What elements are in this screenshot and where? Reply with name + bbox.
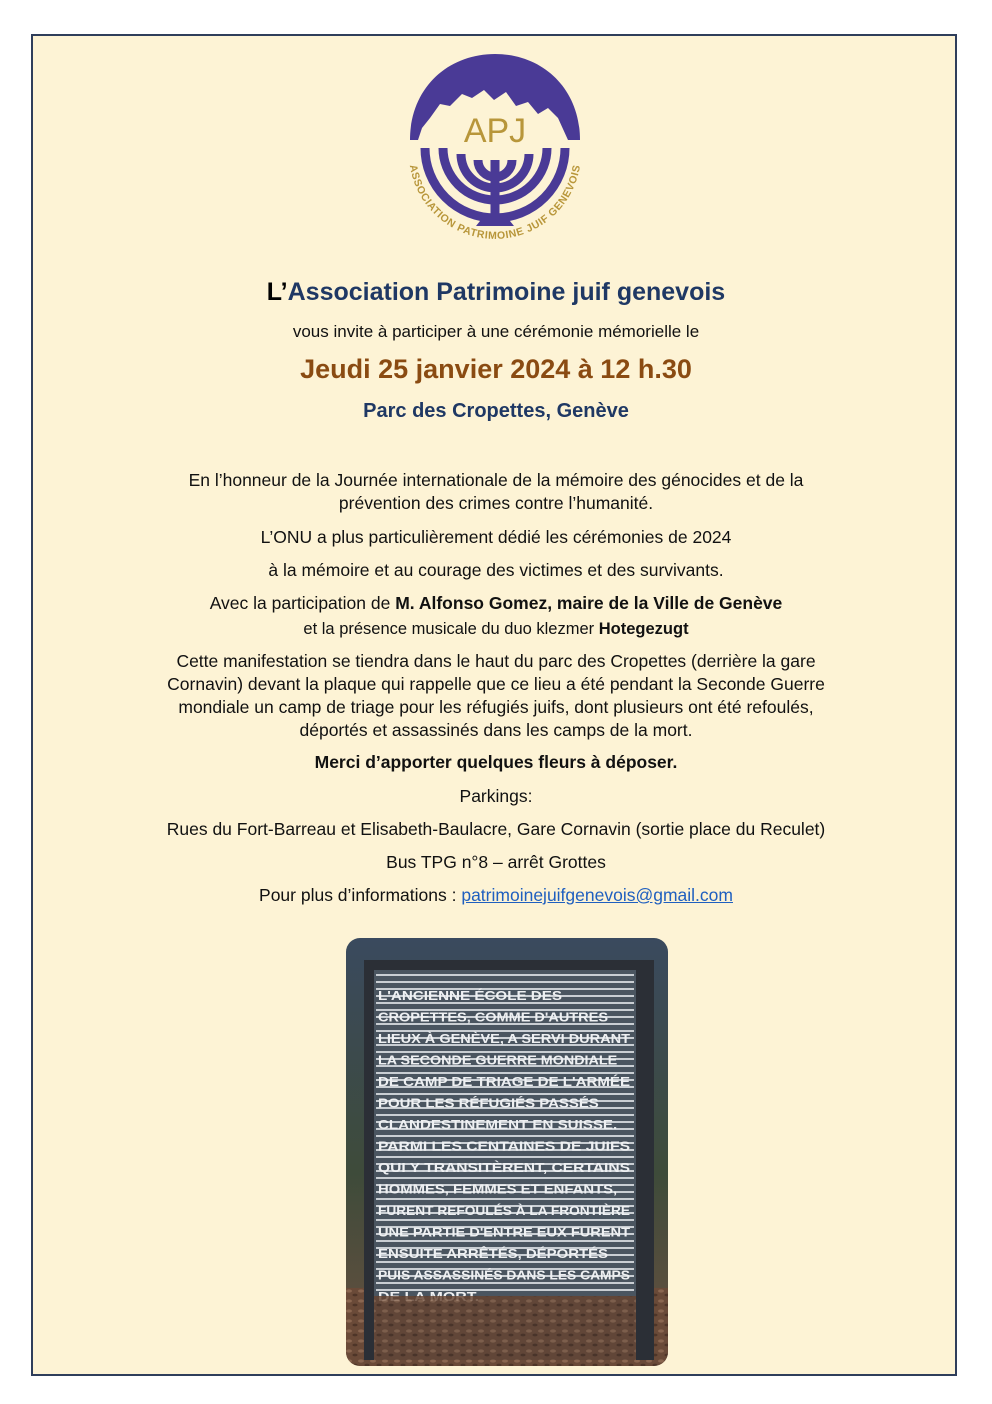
honour-line-2: prévention des crimes contre l’humanité.: [338, 493, 654, 513]
music-duo-name: Hotegezugt: [598, 620, 689, 638]
apj-logo: [388, 48, 602, 262]
plaque-line: HOMMES, FEMMES ET ENFANTS,: [378, 1181, 618, 1197]
plaque-bar: [376, 1177, 634, 1179]
plaque-line: LIEUX À GENÈVE, A SERVI DURANT: [378, 1031, 631, 1046]
participation-line: [0, 592, 992, 615]
page-title: [0, 278, 992, 307]
plaque-illustration: [346, 938, 668, 1366]
plaque-line: QUI Y TRANSITÈRENT, CERTAINS: [378, 1160, 631, 1175]
plaque-bar: [376, 1219, 634, 1221]
plaque-line: UNE PARTIE D'ENTRE EUX FURENT: [378, 1224, 631, 1240]
plaque-line: DE CAMP DE TRIAGE DE L'ARMÉE: [378, 1074, 631, 1089]
manif-line-4: déportés et assassinés dans les camps de la mort.: [299, 720, 693, 740]
plaque-bar: [376, 1198, 634, 1200]
honour-line-1: En l’honneur de la Journée internationale de la mémoire des génocides et de la: [188, 470, 804, 490]
parkings-detail: Rues du Fort-Barreau et Elisabeth-Baulacre, Gare Cornavin (sortie place du Reculet): [166, 819, 826, 839]
plaque-bar: [376, 1240, 634, 1242]
bus-info: Bus TPG n°8 – arrêt Grottes: [386, 852, 606, 872]
plaque-text: [378, 988, 630, 1304]
honour-paragraph: [0, 469, 992, 515]
plaque-bar: [376, 974, 634, 976]
plaque-bar: [376, 1156, 634, 1158]
plaque-line: POUR LES RÉFUGIÉS PASSÉS: [378, 1095, 600, 1111]
music-prefix: et la présence musicale du duo klezmer: [303, 620, 599, 638]
event-date: Jeudi 25 janvier 2024 à 12 h.30: [300, 354, 692, 384]
event-place: Parc des Cropettes, Genève: [363, 400, 629, 422]
plaque-line: ENSUITE ARRÊTÉS, DÉPORTÉS: [378, 1246, 609, 1261]
onu-line: L’ONU a plus particulièrement dédié les cérémonies de 2024: [260, 527, 732, 547]
info-prefix: Pour plus d’informations :: [259, 885, 462, 905]
memory-line: à la mémoire et au courage des victimes et des survivants.: [268, 560, 724, 580]
title-apostrophe: L’: [266, 278, 288, 306]
plaque-line: FURENT REFOULÉS À LA FRONTIÈRE: [378, 1203, 631, 1218]
info-line: [0, 884, 992, 907]
plaque-bar: [376, 1135, 634, 1137]
plaque-bar: [376, 1261, 634, 1263]
manif-line-3: mondiale un camp de triage pour les réfugiés juifs, dont plusieurs ont été refoulés,: [178, 697, 814, 717]
flowers-request: Merci d’apporter quelques fleurs à déposer.: [314, 752, 678, 772]
parkings-label: Parkings:: [459, 786, 533, 806]
participation-mayor: M. Alfonso Gomez, maire de la Ville de Genève: [395, 593, 783, 613]
email-link[interactable]: patrimoinejuifgenevois@gmail.com: [461, 885, 733, 905]
logo-initials: APJ: [463, 112, 527, 150]
title-association: Association Patrimoine juif genevois: [287, 278, 726, 306]
participation-prefix: Avec la participation de: [209, 593, 396, 613]
plaque-line: PUIS ASSASSINÉS DANS LES CAMPS: [378, 1267, 631, 1283]
invite-line: vous invite à participer à une cérémonie mémorielle le: [292, 322, 700, 341]
manifestation-paragraph: [0, 650, 992, 742]
logo-ring-text: ASSOCIATION PATRIMOINE JUIF GENEVOIS: [406, 163, 584, 243]
plaque-bar: [376, 1114, 634, 1116]
plaque-bar: [376, 981, 634, 983]
plaque-line: PARMI LES CENTAINES DE JUIFS: [378, 1138, 631, 1154]
plaque-line: CROPETTES, COMME D'AUTRES: [378, 1009, 609, 1025]
music-line: [0, 618, 992, 641]
plaque-line: LA SECONDE GUERRE MONDIALE: [378, 1052, 618, 1068]
plaque-line: L'ANCIENNE ÉCOLE DES: [378, 988, 563, 1003]
memorial-plaque-photo: [346, 938, 668, 1366]
plaque-line: CLANDESTINEMENT EN SUISSE.: [378, 1117, 618, 1132]
manif-line-1: Cette manifestation se tiendra dans le haut du parc des Cropettes (derrière la gare: [176, 651, 816, 671]
manif-line-2: Cornavin) devant la plaque qui rappelle que ce lieu a été pendant la Seconde Guerre: [167, 674, 825, 694]
